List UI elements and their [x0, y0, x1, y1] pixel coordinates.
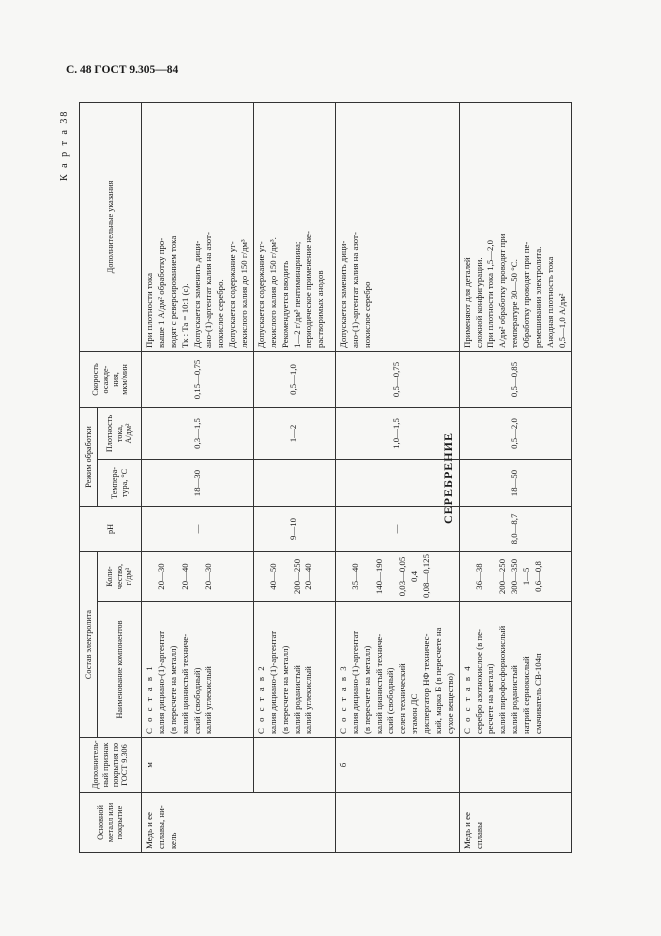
text-line: Медь и ее: [461, 812, 472, 849]
text-line: [485, 555, 497, 598]
text-line: ано-(1)-аргентат калия на азот-: [203, 232, 214, 348]
text-line: (в пересчете на металл): [279, 645, 290, 734]
text-line: чество,: [114, 563, 124, 590]
text-line: Допускается заменить дици-: [191, 240, 202, 348]
text-line: селен технический: [397, 663, 408, 734]
text-line: лекислого калия до 150 г/дм³: [239, 239, 249, 348]
text-line: калий цианистый техниче-: [179, 633, 190, 734]
text-line: 40—50: [267, 563, 278, 590]
ph-cell: —: [335, 507, 459, 552]
text-line: металл или: [105, 802, 115, 843]
text-line: тура, °С: [119, 468, 129, 498]
text-line: 35—40: [349, 563, 360, 590]
density-cell: 0,5—2,0: [459, 408, 571, 460]
text-line: [168, 555, 180, 598]
text-line: [362, 555, 374, 598]
page-header: С. 48 ГОСТ 9.305—84: [66, 64, 179, 76]
table-row: [253, 103, 335, 853]
text-line: 1—2 г/дм³ пентиминарнина;: [291, 241, 302, 348]
text-line: 0,4: [409, 571, 420, 582]
notes-cell: [459, 103, 571, 352]
text-line: Основной: [95, 805, 105, 840]
text-line: тока,: [114, 424, 124, 443]
text-line: натрий сернокислый: [521, 656, 531, 734]
header-mode: Режим обработки: [80, 408, 98, 507]
text-line: калия дициано-(1)-аргентат: [155, 630, 166, 734]
speed-cell: 0,5—0,85: [459, 352, 571, 408]
text-line: покрытия по: [110, 742, 120, 788]
text-line: Дополнитель-: [90, 740, 100, 789]
text-line: ано-(1)-аргентат калия на азот-: [349, 232, 360, 348]
text-line: кий, марка Б (в пересчете на: [432, 627, 443, 734]
text-line: [192, 555, 204, 598]
header-component-name: Наименование компонентов: [98, 602, 142, 738]
base-metal-cell: [459, 793, 571, 853]
density-cell: 1,0—1,5: [335, 408, 459, 460]
quantity-cell: [253, 552, 335, 602]
header-ph: pH: [80, 507, 142, 552]
header-speed: [80, 352, 142, 408]
text-line: Анодная плотность тока: [544, 256, 555, 348]
text-line: При плотности тока: [144, 272, 154, 348]
temperature-cell: 18—50: [459, 460, 571, 507]
text-line: ный признак: [100, 742, 110, 788]
text-line: 36—38: [473, 563, 484, 590]
quantity-cell: [459, 552, 571, 602]
text-line: 20—30: [203, 563, 214, 590]
header-designation: [80, 738, 142, 793]
text-line: Обработку проводят при пе-: [521, 241, 531, 348]
text-line: 20—40: [303, 563, 314, 590]
text-line: калия дициано-(1)-аргентат: [267, 630, 278, 734]
text-line: этамон ДС: [409, 693, 420, 734]
text-line: Допускается заменить дици-: [337, 240, 348, 348]
speed-cell: 0,15—0,75: [142, 352, 254, 408]
text-line: ремешивании электролита.: [532, 246, 543, 348]
components-cell: [142, 602, 254, 738]
text-line: Допускается содержание уг-: [255, 241, 266, 348]
text-line: г/дм³: [124, 567, 134, 586]
text-line: ский (свободный): [191, 667, 202, 734]
composition-title: С о с т а в 1: [144, 664, 154, 734]
text-line: [280, 555, 292, 598]
text-line: калий цианистый техниче-: [373, 633, 384, 734]
text-line: сплавы: [473, 822, 484, 849]
text-line: нокислое серебро.: [215, 279, 226, 348]
text-line: Рекомендуется вводить: [279, 260, 290, 348]
table-row: [459, 103, 571, 853]
designation-cell: м: [142, 738, 254, 793]
density-cell: 0,3—1,5: [142, 408, 254, 460]
text-line: выше 1 А/дм² обработку про-: [155, 237, 166, 348]
silver-plating-table: [79, 102, 572, 853]
text-line: [385, 555, 397, 598]
text-line: Допускается содержание уг-: [227, 241, 238, 348]
designation-cell: [459, 738, 571, 793]
temperature-cell: [253, 460, 335, 507]
notes-cell: [142, 103, 254, 352]
text-line: Скорость: [90, 363, 100, 396]
text-line: 200—250: [291, 558, 302, 595]
table-row: [142, 103, 254, 853]
components-cell: [253, 602, 335, 738]
text-line: калий роданистый: [509, 665, 520, 734]
text-line: растворимых анодов: [315, 270, 326, 348]
text-line: А/дм² обработку проводят при: [497, 233, 508, 348]
text-line: сухое вещество): [444, 673, 455, 734]
text-line: Медь и ее: [144, 812, 154, 849]
composition-title: С о с т а в 3: [337, 664, 348, 734]
text-line: нокислое серебро: [361, 281, 372, 348]
speed-cell: 0,5—1,0: [253, 352, 335, 408]
text-line: Коли-: [104, 566, 114, 587]
text-line: 200—250: [497, 558, 508, 595]
text-line: Применяют для деталей: [461, 257, 472, 348]
text-line: калий роданистый: [291, 665, 302, 734]
section-title: СЕРЕБРЕНИЕ: [441, 432, 455, 524]
quantity-list: [474, 555, 545, 598]
text-line: калий углекислый: [303, 666, 314, 734]
text-line: 140—190: [373, 558, 384, 595]
text-line: смачиватель СВ-104п: [532, 653, 543, 734]
composition-title: С о с т а в 2: [255, 664, 266, 734]
text-line: 20—30: [155, 563, 166, 590]
text-line: температуре 30—50 °С.: [509, 259, 520, 348]
text-line: водят с реверсированием тока: [167, 235, 178, 348]
text-line: 300—350: [509, 558, 520, 595]
designation-cell-empty: [253, 738, 335, 793]
text-line: покрытие: [115, 805, 125, 840]
text-line: осажде-: [100, 365, 110, 394]
quantity-list: [156, 555, 215, 598]
ph-cell: —: [142, 507, 254, 552]
designation-cell: б: [335, 738, 459, 793]
speed-cell: 0,5—0,75: [335, 352, 459, 408]
component-list: [474, 605, 545, 734]
text-line: диспергатор НФ техничес-: [421, 633, 431, 734]
text-line: ГОСТ 9.306: [120, 744, 130, 786]
rotated-table-area: [59, 103, 567, 853]
ph-cell: 8,0—8,7: [459, 507, 571, 552]
text-line: кель: [167, 832, 178, 849]
header-temperature: [98, 460, 142, 507]
text-line: 0,03—0,05: [397, 556, 408, 597]
header-quantity: [98, 552, 142, 602]
text-line: 1—5: [521, 567, 531, 586]
component-list: [268, 605, 316, 734]
composition-title: С о с т а в 4: [461, 664, 472, 734]
ph-cell: 9—10: [253, 507, 335, 552]
text-line: мкм/мин: [120, 364, 130, 395]
header-notes: Дополнительные указания: [80, 103, 142, 352]
density-cell: 1—2: [253, 408, 335, 460]
components-cell: [459, 602, 571, 738]
quantity-list: [268, 555, 316, 598]
text-line: сложной конфигурации.: [473, 257, 484, 348]
text-line: (в пересчете на металл): [361, 645, 372, 734]
text-line: ресчете на металл): [485, 663, 496, 734]
text-line: серебро азотнокислое (в пе-: [473, 629, 484, 734]
header-density: [98, 408, 142, 460]
text-line: Темпера-: [109, 467, 119, 499]
header-base-metal: [80, 793, 142, 853]
text-line: периодическое применение не-: [303, 231, 314, 348]
text-line: лекислого калия до 150 г/дм³.: [267, 237, 278, 348]
quantity-cell: [142, 552, 254, 602]
text-line: Плотность: [104, 414, 114, 453]
text-line: А/дм²: [124, 423, 134, 444]
text-line: 0,6—0,8: [532, 561, 543, 592]
component-list: [156, 605, 215, 734]
temperature-cell: 18—30: [142, 460, 254, 507]
text-line: При плотности тока 1,5—2,0: [485, 239, 496, 348]
base-metal-cell: [142, 793, 336, 853]
text-line: калий пирофосфорнокислый: [497, 625, 508, 734]
text-line: ния,: [110, 372, 120, 387]
text-line: 0,08—0,125: [421, 554, 431, 598]
text-line: калий углекислый: [203, 666, 214, 734]
text-line: (в пересчете на металл): [167, 645, 178, 734]
notes-cell: [253, 103, 335, 352]
text-line: сплавы, ни-: [155, 805, 166, 849]
card-number: К а р т а 38: [59, 109, 70, 181]
header-electrolyte: Состав электролита: [80, 552, 98, 738]
text-line: Тк : Та = 10:1 (с).: [179, 283, 190, 348]
text-line: 0,5—1,0 А/дм²: [556, 293, 567, 348]
text-line: калия дициано-(1)-аргентат: [349, 630, 360, 734]
text-line: ский (свободный): [385, 667, 396, 734]
text-line: 20—40: [179, 563, 190, 590]
